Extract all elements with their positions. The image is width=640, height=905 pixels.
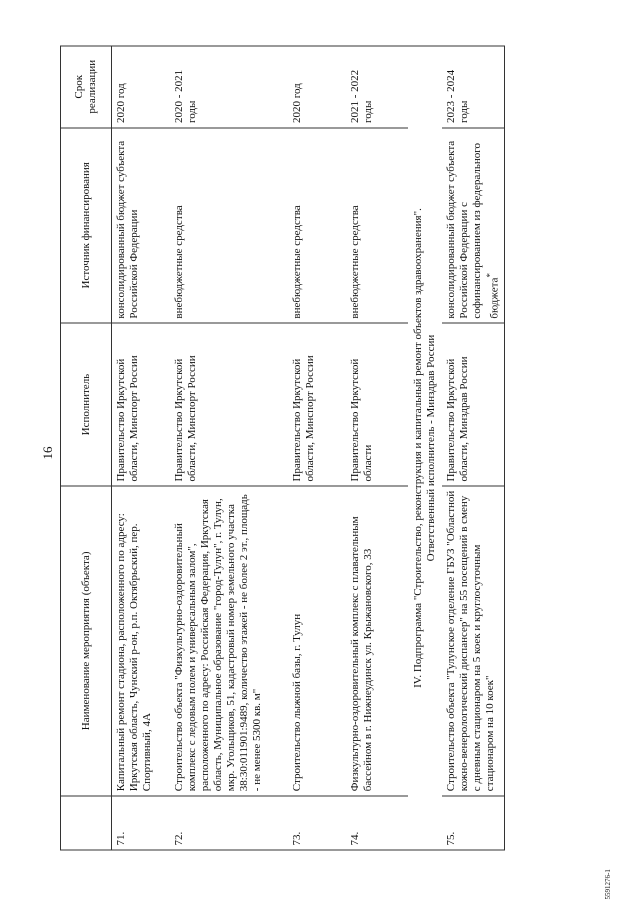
row-term: 2020 год xyxy=(112,46,170,128)
row-source: внебюджетные средства xyxy=(346,127,408,323)
row-num: 72. xyxy=(170,795,288,849)
header-num xyxy=(61,795,112,849)
row-name: Строительство лыжной базы, г. Тулун xyxy=(288,486,346,796)
section-heading xyxy=(408,46,442,850)
row-num: 71. xyxy=(112,795,170,849)
row-executor: Правительство Иркутской области, Минспорт России xyxy=(170,323,288,486)
section-row xyxy=(408,46,442,850)
row-name: Строительство объекта "Тулунское отделение ГБУЗ "Областной кожно-венерологический диспансер" на 55 посещений в смену с дневным стационаром на 5 коек и круглосуточным стационаром на 10 коек" xyxy=(442,486,505,796)
header-executor: Исполнитель xyxy=(61,323,112,486)
row-source xyxy=(442,127,505,323)
row-executor: Правительство Иркутской области, Минздрав России xyxy=(442,323,505,486)
page-number: 16 xyxy=(40,446,55,459)
table-row xyxy=(442,46,505,850)
row-executor: Правительство Иркутской области xyxy=(346,323,408,486)
row-term: 2020 год xyxy=(288,46,346,128)
measures-table xyxy=(60,45,505,850)
table-row xyxy=(170,46,288,850)
table-row xyxy=(346,46,408,850)
row-source-text: консолидированный бюджет субъекта Российской Федерации с софинансированием из федерального бюджета xyxy=(444,140,501,319)
row-num: 74. xyxy=(346,795,408,849)
table-row xyxy=(112,46,170,850)
row-name: Физкультурно-оздоровительный комплекс с плавательным бассейном в г. Нижнеудинск ул. Крыжановского, 33 xyxy=(346,486,408,796)
row-source: консолидированный бюджет субъекта Российской Федерации xyxy=(112,127,170,323)
row-executor: Правительство Иркутской области, Минспорт России xyxy=(288,323,346,486)
header-source: Источник финансирования xyxy=(61,127,112,323)
section-subtitle: Ответственный исполнитель - Минздрав России xyxy=(424,334,437,561)
row-num: 73. xyxy=(288,795,346,849)
document-code: 5591276-1 xyxy=(604,868,612,899)
row-source: внебюджетные средства xyxy=(288,127,346,323)
row-term: 2023 - 2024 годы xyxy=(442,46,505,128)
footnote-mark: * xyxy=(484,272,495,278)
row-name: Капитальный ремонт стадиона, расположенного по адресу: Иркутская область, Чунский р-он, р.п. Октябрьский, пер. Спортивный, 4А xyxy=(112,486,170,796)
row-term: 2021 - 2022 годы xyxy=(346,46,408,128)
row-executor: Правительство Иркутской области, Минспорт России xyxy=(112,323,170,486)
table-header xyxy=(61,46,112,850)
header-term: Срок реализации xyxy=(61,46,112,128)
section-title: IV. Подпрограмма "Строительство, реконструкция и капитальный ремонт объектов здравоохранения". xyxy=(411,207,424,688)
table-row xyxy=(288,46,346,850)
row-term: 2020 - 2021 годы xyxy=(170,46,288,128)
header-name: Наименование мероприятия (объекта) xyxy=(61,486,112,796)
row-num: 75. xyxy=(442,795,505,849)
row-source: внебюджетные средства xyxy=(170,127,288,323)
row-name: Строительство объекта "Физкультурно-оздоровительный комплекс с ледовым полем и универсальным залом", расположенного по адресу: Российская Федерация, Иркутская область, Муниципальное образование "город-Тулун", г. Тулун, мкр. Угольщиков, 51, кадастровый номер земельного участка 38:30:011901:9489, количество этажей - не более 2 эт., площадь - не менее 5300 кв. м" xyxy=(170,486,288,796)
